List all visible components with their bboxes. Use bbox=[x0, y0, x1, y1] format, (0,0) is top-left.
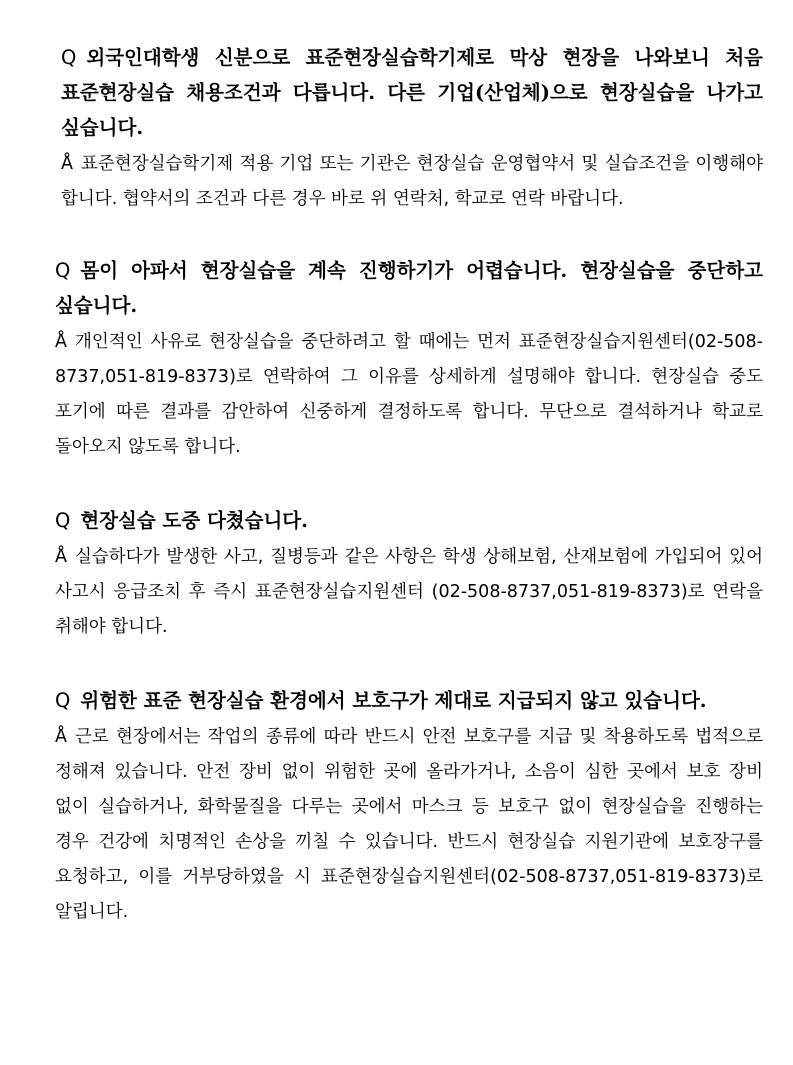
faq-item bbox=[55, 683, 763, 930]
answer-text: 표준현장실습학기제 적용 기업 또는 기관은 현장실습 운영협약서 및 실습조건을 이행해야 합니다. 협약서의 조건과 다른 경우 바로 위 연락처, 학교로 연락 바랍니다. bbox=[61, 154, 763, 209]
answer-marker: Å bbox=[55, 547, 67, 567]
answer-marker: Å bbox=[55, 727, 67, 747]
faq-answer bbox=[55, 540, 763, 645]
answer-text: 근로 현장에서는 작업의 종류에 따라 반드시 안전 보호구를 지급 및 착용하도록 법적으로 정해져 있습니다. 안전 장비 없이 위험한 곳에 올라가거나, 소음이 심한 곳에서 보호 장비 없이 실습하거나, 화학물질을 다루는 곳에서 마스크 등 보호구 없이 현장실습을 진행하는 경우 건강에 치명적인 손상을 끼칠 수 있습니다. 반드시 현장실습 지원기관에 보호장구를 요청하고, 이를 거부당하였을 시 표준현장실습지원센터(02-508-8737,051-819-8373)로 알립니다. bbox=[55, 727, 763, 922]
faq-item bbox=[55, 40, 763, 217]
faq-question bbox=[55, 683, 763, 718]
faq-answer bbox=[55, 720, 763, 930]
question-text: 현장실습 도중 다쳤습니다. bbox=[80, 509, 308, 532]
question-text: 몸이 아파서 현장실습을 계속 진행하기가 어렵습니다. 현장실습을 중단하고 싶습니다. bbox=[55, 259, 763, 317]
answer-text: 실습하다가 발생한 사고, 질병등과 같은 사항은 학생 상해보험, 산재보험에 가입되어 있어 사고시 응급조치 후 즉시 표준현장실습지원센터 (02-508-8737,051-819-8373)로 연락을 취해야 합니다. bbox=[55, 547, 763, 637]
question-text: 위험한 표준 현장실습 환경에서 보호구가 제대로 지급되지 않고 있습니다. bbox=[80, 689, 707, 712]
faq-answer bbox=[55, 147, 763, 217]
faq-item bbox=[55, 503, 763, 645]
faq-question bbox=[55, 40, 763, 145]
question-text: 외국인대학생 신분으로 표준현장실습학기제로 막상 현장을 나와보니 처음 표준현장실습 채용조건과 다릅니다. 다른 기업(산업체)으로 현장실습을 나가고 싶습니다. bbox=[61, 46, 763, 139]
question-marker: Q bbox=[55, 509, 71, 532]
answer-marker: Å bbox=[61, 154, 73, 174]
faq-question bbox=[55, 253, 763, 323]
faq-document bbox=[55, 40, 763, 968]
question-marker: Q bbox=[55, 689, 71, 712]
answer-marker: Å bbox=[55, 332, 67, 352]
faq-question bbox=[55, 503, 763, 538]
faq-item bbox=[55, 253, 763, 465]
question-marker: Q bbox=[61, 46, 77, 69]
question-marker: Q bbox=[55, 259, 71, 282]
answer-text: 개인적인 사유로 현장실습을 중단하려고 할 때에는 먼저 표준현장실습지원센터(02-508-8737,051-819-8373)로 연락하여 그 이유를 상세하게 설명해야 합니다. 현장실습 중도 포기에 따른 결과를 감안하여 신중하게 결정하도록 합니다. 무단으로 결석하거나 학교로 돌아오지 않도록 합니다. bbox=[55, 332, 763, 457]
faq-answer bbox=[55, 325, 763, 465]
